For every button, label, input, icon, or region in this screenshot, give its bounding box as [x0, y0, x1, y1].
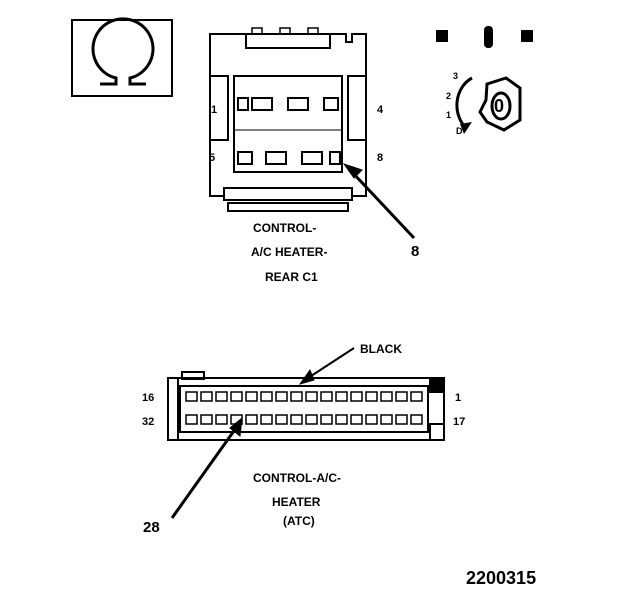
switch-position-3-label: 3 — [453, 71, 459, 81]
pin-label-bottom-right: 8 — [377, 152, 384, 164]
callout-8-label: 8 — [411, 243, 420, 260]
top-connector-caption-line-2: A/C HEATER- — [251, 245, 328, 259]
black-color-label: BLACK — [360, 342, 402, 356]
pin-label-top-left: 1 — [211, 104, 218, 116]
switch-position-0-label: 0 — [494, 96, 505, 116]
bottom-connector-caption-line-2: HEATER — [272, 495, 321, 509]
switch-position-1-label: 1 — [446, 110, 452, 120]
pin-label-bottom-left: 5 — [209, 152, 216, 164]
omega-symbol-box — [72, 19, 172, 96]
bottom-connector-caption-line-1: CONTROL-A/C- — [253, 471, 341, 485]
pin-label-17: 17 — [453, 416, 466, 428]
callout-8-arrow — [344, 164, 414, 238]
callout-28-label: 28 — [143, 519, 160, 536]
pin-label-top-right: 4 — [377, 104, 384, 116]
top-connector-caption-line-3: REAR C1 — [265, 270, 318, 284]
pin-label-32: 32 — [142, 416, 155, 428]
bottom-connector-caption-line-3: (ATC) — [283, 514, 315, 528]
switch-position-2-label: 2 — [446, 91, 452, 101]
drawing-id-label: 2200315 — [466, 568, 537, 588]
pin-label-16: 16 — [142, 392, 155, 404]
switch-position-d-label: D — [456, 126, 463, 136]
top-connector-body — [210, 28, 366, 211]
top-connector-caption-line-1: CONTROL- — [253, 221, 317, 235]
pin-label-1: 1 — [455, 392, 462, 404]
